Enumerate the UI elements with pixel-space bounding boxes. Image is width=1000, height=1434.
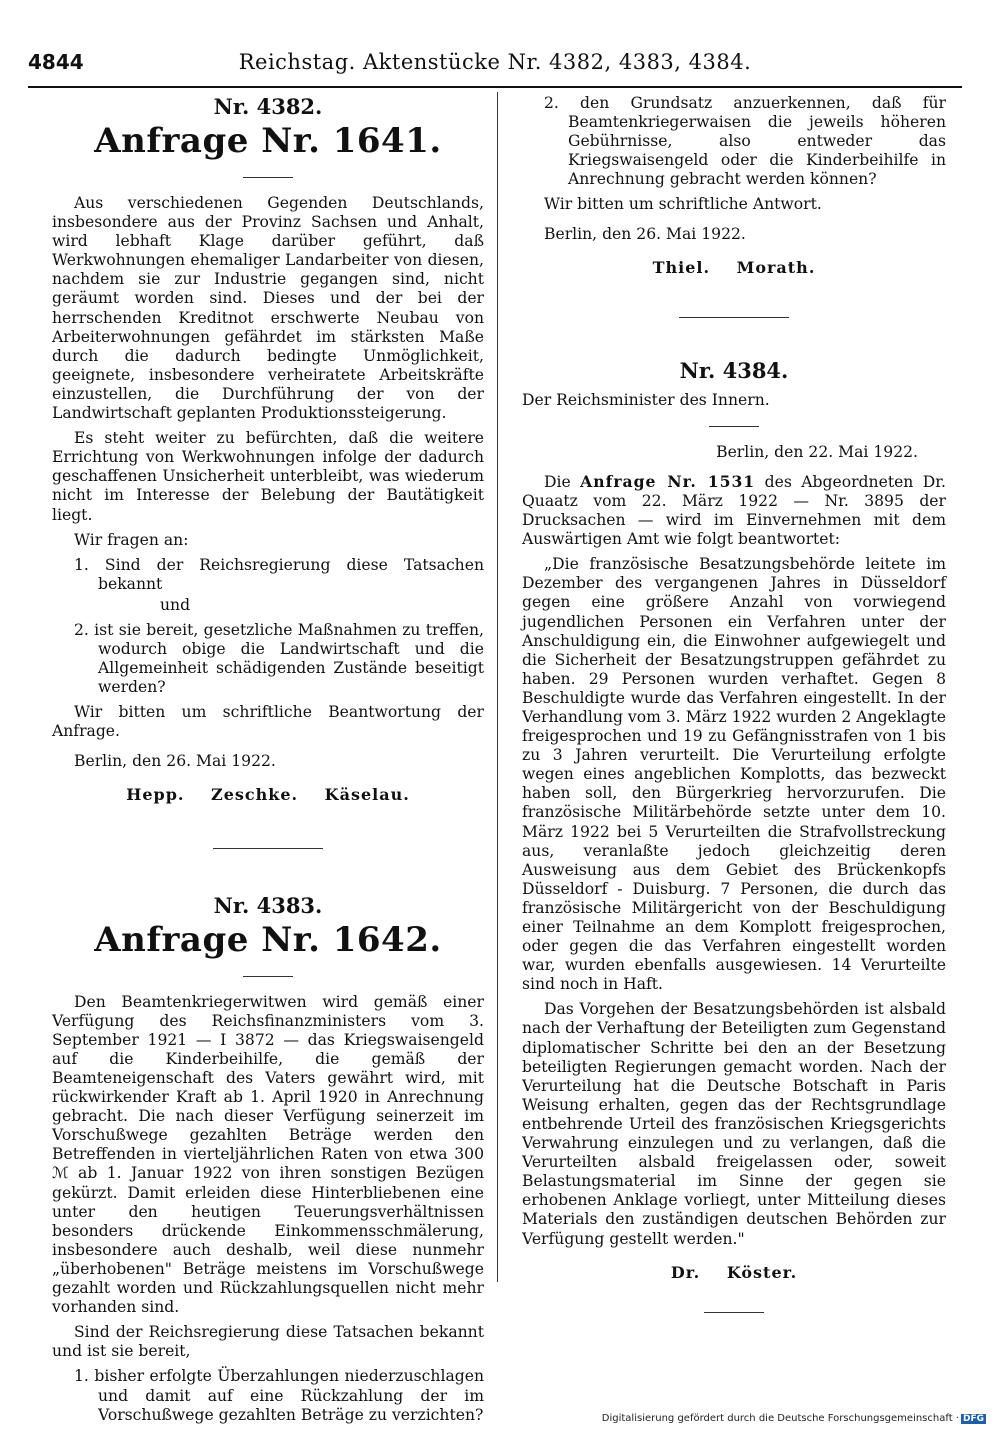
document-4384 [522,358,946,1313]
end-rule [704,1312,764,1313]
intro-rest: des Abgeordneten Dr. Quaatz vom 22. März 1922 — Nr. 3895 der Drucksachen — wird im Einvernehmen mit dem Auswärtigen Amt wie folgt beantwortet: [522,472,946,549]
document-number [522,358,946,383]
list-item: 1. Sind der Reichsregierung diese Tatsachen bekannt [74,555,484,593]
addressee: Der Reichsminister des Innern. [522,390,770,409]
inquiry-reference: Anfrage Nr. 1531 [580,471,756,491]
paragraph: Sind der Reichsregierung diese Tatsachen bekannt und ist sie bereit, [52,1323,484,1361]
document-number-label: Nr. [679,357,716,383]
running-title: Reichstag. Aktenstücke Nr. 4382, 4383, 4384. [238,50,752,74]
credit-text: Digitalisierung gefördert durch die Deutsche Forschungsgemeinschaft · [601,1413,959,1424]
quoted-paragraph: „Die französische Besatzungsbehörde leitete im Dezember des vergangenen Jahres in Düsseldorf gegen eine größere Anzahl von vorwiegend jugendlichen Personen ein Verfahren unter der Anschuldigung ein, die Einwohner aufgewiegelt und die Sicherheit der Besatzungstruppen gefährdet zu haben. 29 Personen wurden verhaftet. Gegen 8 Beschuldigte wurde das Verfahren eingestellt. In der Verhandlung vom 3. März 1922 wurden 2 Angeklagte freigesprochen und 19 zu Gefängnisstrafen von 1 bis zu 3 Jahren verurteilt. Die Verurteilung erfolgte wegen eines angeblichen Komplotts, das bezweckt haben soll, den Bürgerkrieg hervorzurufen. Die französische Militärbehörde setzte unter dem 10. März 1922 bei 5 Verurteilten die Strafvollstreckung aus, veranlaßte jedoch gleichzeitig deren Ausweisung aus dem Gebiet des Brückenkopfs Düsseldorf - Duisburg. 7 Personen, die durch das französische Militärgericht von der Beschuldigung einer Teilnahme an dem Komplott freigesprochen, oder gegen die das Verfahren eingestellt worden war, wurden ebenfalls ausgewiesen. 14 Verurteilte sind noch in Haft. [522,555,946,994]
signature: Dr. Köster. [670,1262,798,1282]
dateline: Berlin, den 22. Mai 1922. [716,442,918,461]
document-number-value: 4383. [256,892,323,918]
dateline: Berlin, den 26. Mai 1922. [74,751,276,770]
signatures: Hepp. Zeschke. Käselau. [126,784,410,804]
list-item-continuation: und [160,595,191,614]
document-number-label: Nr. [213,892,250,918]
separator-rule [243,976,293,977]
document-number-value: 4384. [722,357,789,383]
page-header [28,50,962,88]
list-item: 1. bisher erfolgte Überzahlungen niederzuschlagen und damit auf eine Rückzahlung der im Vorschußwege gezahlten Beträge zu verzichten? [74,1367,484,1424]
right-column [522,94,946,1329]
paragraph: Wir fragen an: [74,530,189,549]
closing-paragraph: Wir bitten um schriftliche Beantwortung der Anfrage. [52,703,484,741]
left-column [52,94,484,1431]
document-title: Anfrage Nr. 1642. [94,919,442,960]
document-number-label: Nr. [213,94,250,119]
digitization-credit [602,1413,986,1424]
document-4382 [52,94,484,804]
list-item: 2. den Grundsatz anzuerkennen, daß für Beamtenkriegerwaisen die jeweils höheren Gebührnisse, also entweder das Kriegswaisengeld oder die Kinderbeihilfe in Anrechnung gebracht werden können? [544,94,946,189]
document-number [52,893,484,918]
signatures: Thiel. Morath. [652,257,816,277]
list-item: 2. ist sie bereit, gesetzliche Maßnahmen zu treffen, wodurch obige die Landwirtschaft und die Allgemeinheit schädigenden Zustände beseitigt werden? [74,620,484,697]
separator-rule [243,177,293,178]
document-4383 [52,893,484,1425]
quoted-paragraph: Das Vorgehen der Besatzungsbehörden ist alsbald nach der Verhaftung der Beteiligten zum Gegenstand diplomatischer Schritte bei den an der Besetzung beteiligten Regierungen gemacht worden. Nach der Verurteilung hat die Deutsche Botschaft in Paris Weisung erhalten, gegen das der Rechtsgrundlage entbehrende Urteil des französischen Kriegsgerichts Verwahrung einzulegen und zu verlangen, daß die Verurteilten alsbald freigelassen oder, soweit Belastungsmaterial im Sinne der gegen sie erhobenen Anklage vorliegt, unter Mitteilung dieses Materials den zuständigen deutschen Behörden zur Verfügung gestellt werden." [522,1000,946,1248]
closing-paragraph: Wir bitten um schriftliche Antwort. [544,195,822,214]
paragraph: Aus verschiedenen Gegenden Deutschlands, insbesondere aus der Provinz Sachsen und Anhalt, wird lebhaft Klage darüber geführt, daß Werkwohnungen ehemaliger Landarbeiter von diesen, nachdem sie zur Industrie gegangen sind, nicht geräumt worden sind. Dieses und der bei der herrschenden Kreditnot erschwerte Neubau von Arbeiterwohnungen gefährdet im stärksten Maße durch die dadurch bedingte Unmöglichkeit, geeignete, insbesondere verheiratete Arbeitskräfte einzustellen, die Durchführung der von der Landwirtschaft geplanten Produktionssteigerung. [52,194,484,423]
document-number-value: 4382. [256,94,323,119]
intro-die: Die [544,472,571,491]
page-number: 4844 [28,50,84,74]
paragraph: Es steht weiter zu befürchten, daß die weitere Errichtung von Werkwohnungen infolge der dadurch geschaffenen Unsicherheit unterbleibt, was wiederum nicht im Interesse der Belebung der Bautätigkeit liegt. [52,429,484,524]
document-title: Anfrage Nr. 1641. [94,121,442,161]
dfg-logo: DFG [962,1414,984,1424]
document-number [52,94,484,119]
intro-paragraph [522,472,946,549]
paragraph: Den Beamtenkriegerwitwen wird gemäß einer Verfügung des Reichsfinanzministers vom 3. September 1921 — I 3872 — das Kriegswaisengeld auf die Kinderbeihilfe, die gemäß der Beamteneigenschaft des Vaters gewährt wird, mit rückwirkender Kraft ab 1. April 1920 in Anrechnung gebracht. Die nach dieser Verfügung seinerzeit im Vorschußwege gezahlten Beträge werden den Betreffenden in vierteljährlichen Raten von etwa 300 ℳ ab 1. Januar 1922 von ihren sonstigen Bezügen gekürzt. Damit erleiden diese Hinterbliebenen eine unter den heutigen Teuerungsverhältnissen besonders drückende Einkommensschmälerung, insbesondere auch deshalb, weil diese nunmehr „überhobenen" Beträge meistens im Vorschußwege gezahlt worden und Rückzahlungsquellen nicht mehr vorhanden sind. [52,992,484,1317]
section-separator [213,848,323,849]
separator-rule [709,426,759,427]
section-separator [679,317,789,318]
dateline: Berlin, den 26. Mai 1922. [544,224,746,243]
column-divider [497,92,498,1282]
